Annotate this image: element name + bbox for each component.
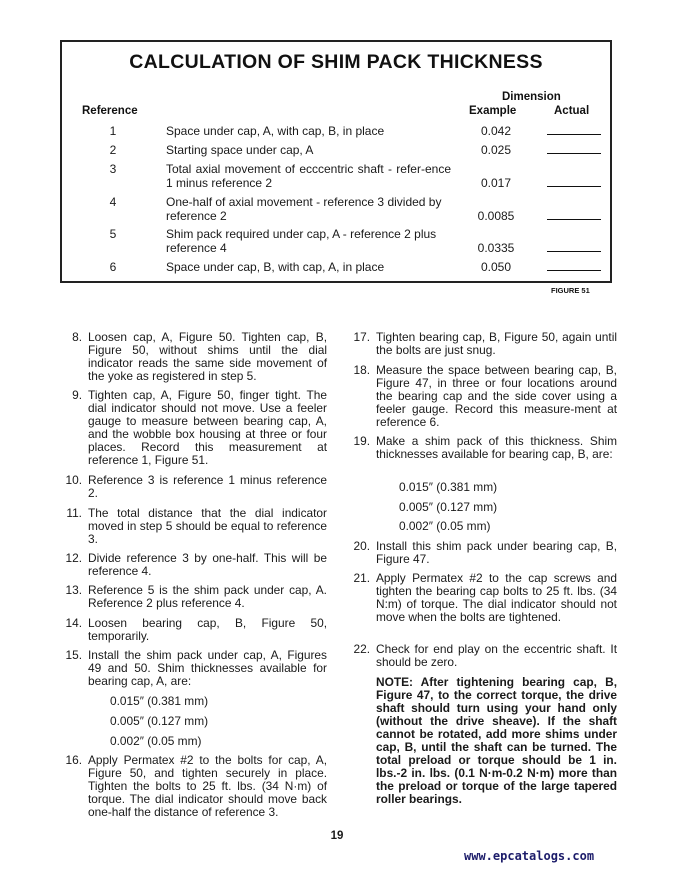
shim-spec: 0.002″ (0.05 mm) [399,519,491,533]
actual-blank-line [547,134,601,135]
item-text: Check for end play on the eccentric shaft. It should be zero. [376,642,617,669]
item-number: 11. [66,506,82,520]
row-reference: 2 [109,143,117,157]
header-reference: Reference [82,105,138,117]
row-example: 0.050 [480,260,512,274]
shim-spec: 0.015″ (0.381 mm) [110,694,209,708]
row-description: Total axial movement of ecccentric shaft - refer-ence 1 minus reference 2 [166,162,451,190]
footer-url: www.epcatalogs.com [464,849,595,863]
item-number: 18. [353,363,370,377]
item-number: 15. [65,648,82,662]
item-text: Loosen bearing cap, B, Figure 50, temporarily. [88,616,327,643]
item-text: Tighten cap, A, Figure 50, finger tight. The dial indicator should not move. Use a feeler gauge to measure between bearing cap, A, and the wobble box housing at three or four places. Record this measurement at reference 1, Figure 51. [88,388,327,467]
item-number: 9. [72,388,82,402]
actual-blank-line [547,186,601,187]
row-reference: 6 [109,260,117,274]
table-title: CALCULATION OF SHIM PACK THICKNESS [129,51,543,73]
row-description: Space under cap, A, with cap, B, in place [166,124,385,138]
item-number: 20. [353,539,370,553]
row-reference: 5 [109,227,117,241]
item-number: 22. [353,642,370,656]
item-number: 14. [65,616,82,630]
item-text: Tighten bearing cap, B, Figure 50, again until the bolts are just snug. [376,330,617,357]
item-text: Apply Permatex #2 to the cap screws and tighten the bearing cap bolts to 25 ft. lbs. (34 N:m) of torque. The dial indicator should not move when the bolts are tightened. [376,571,617,624]
item-number: 16. [65,753,82,767]
shim-spec: 0.002″ (0.05 mm) [110,734,202,748]
actual-blank-line [547,219,601,220]
row-description: One-half of axial movement - reference 3 divided by reference 2 [166,195,442,223]
item-text: Loosen cap, A, Figure 50. Tighten cap, B, Figure 50, without shims until the dial indicator reads the same side movement of the yoke as registered in step 5. [88,330,327,383]
row-example: 0.0335 [477,241,515,255]
row-reference: 4 [109,195,117,209]
item-text: Install this shim pack under bearing cap, B, Figure 47. [376,539,617,566]
item-number: 19. [353,434,370,448]
shim-spec: 0.005″ (0.127 mm) [110,714,209,728]
note-text: NOTE: After tightening bearing cap, B, Figure 47, to the correct torque, the drive shaft should turn using your hand only (without the drive sheave). If the shaft cannot be rotated, add more shims under cap, B, until the shaft can be turned. The total preload or torque should be 1 in. lbs.-2 in. lbs. (0.1 N·m-0.2 N·m) more than the preload or torque of the large tapered roller bearings. [376,675,617,806]
row-example: 0.0085 [477,209,515,223]
item-text: Make a shim pack of this thickness. Shim thicknesses available for bearing cap, B, are: [376,434,617,461]
row-example: 0.025 [480,143,512,157]
row-description: Starting space under cap, A [166,143,314,157]
item-number: 13. [65,583,82,597]
row-description: Shim pack required under cap, A - reference 2 plus reference 4 [166,227,437,255]
row-reference: 1 [109,124,117,138]
item-text: Install the shim pack under cap, A, Figures 49 and 50. Shim thicknesses available for bearing cap, A, are: [88,648,327,688]
actual-blank-line [547,270,601,271]
item-text: Reference 3 is reference 1 minus reference 2. [88,473,327,500]
shim-spec: 0.015″ (0.381 mm) [399,480,498,494]
figure-caption: FIGURE 51 [551,286,590,295]
header-dimension: Dimension [502,91,561,103]
item-text: The total distance that the dial indicator moved in step 5 should be equal to reference 3. [88,506,327,546]
shim-spec: 0.005″ (0.127 mm) [399,500,498,514]
actual-blank-line [547,251,601,252]
item-text: Reference 5 is the shim pack under cap, A. Reference 2 plus reference 4. [88,583,327,610]
actual-blank-line [547,153,601,154]
item-text: Measure the space between bearing cap, B, Figure 47, in three or four locations around the bearing cap and the side cover using a feeler gauge. Record this measure-ment at reference 6. [376,363,617,429]
item-number: 8. [72,330,82,344]
item-number: 12. [65,551,82,565]
page-number: 19 [330,830,344,842]
header-example: Example [469,105,517,117]
item-number: 17. [353,330,370,344]
item-number: 10. [65,473,82,487]
item-text: Apply Permatex #2 to the bolts for cap, A, Figure 50, and tighten securely in place. Tighten the bolts to 25 ft. lbs. (34 N·m) of torque. The dial indicator should move back one-half the distance of reference 3. [88,753,327,819]
item-number: 21. [353,571,370,585]
row-example: 0.042 [480,124,512,138]
item-text: Divide reference 3 by one-half. This will be reference 4. [88,551,327,578]
row-example: 0.017 [480,176,512,190]
shim-calculation-table [60,40,612,283]
row-reference: 3 [109,162,117,176]
header-actual: Actual [554,105,590,117]
row-description: Space under cap, B, with cap, A, in place [166,260,385,274]
